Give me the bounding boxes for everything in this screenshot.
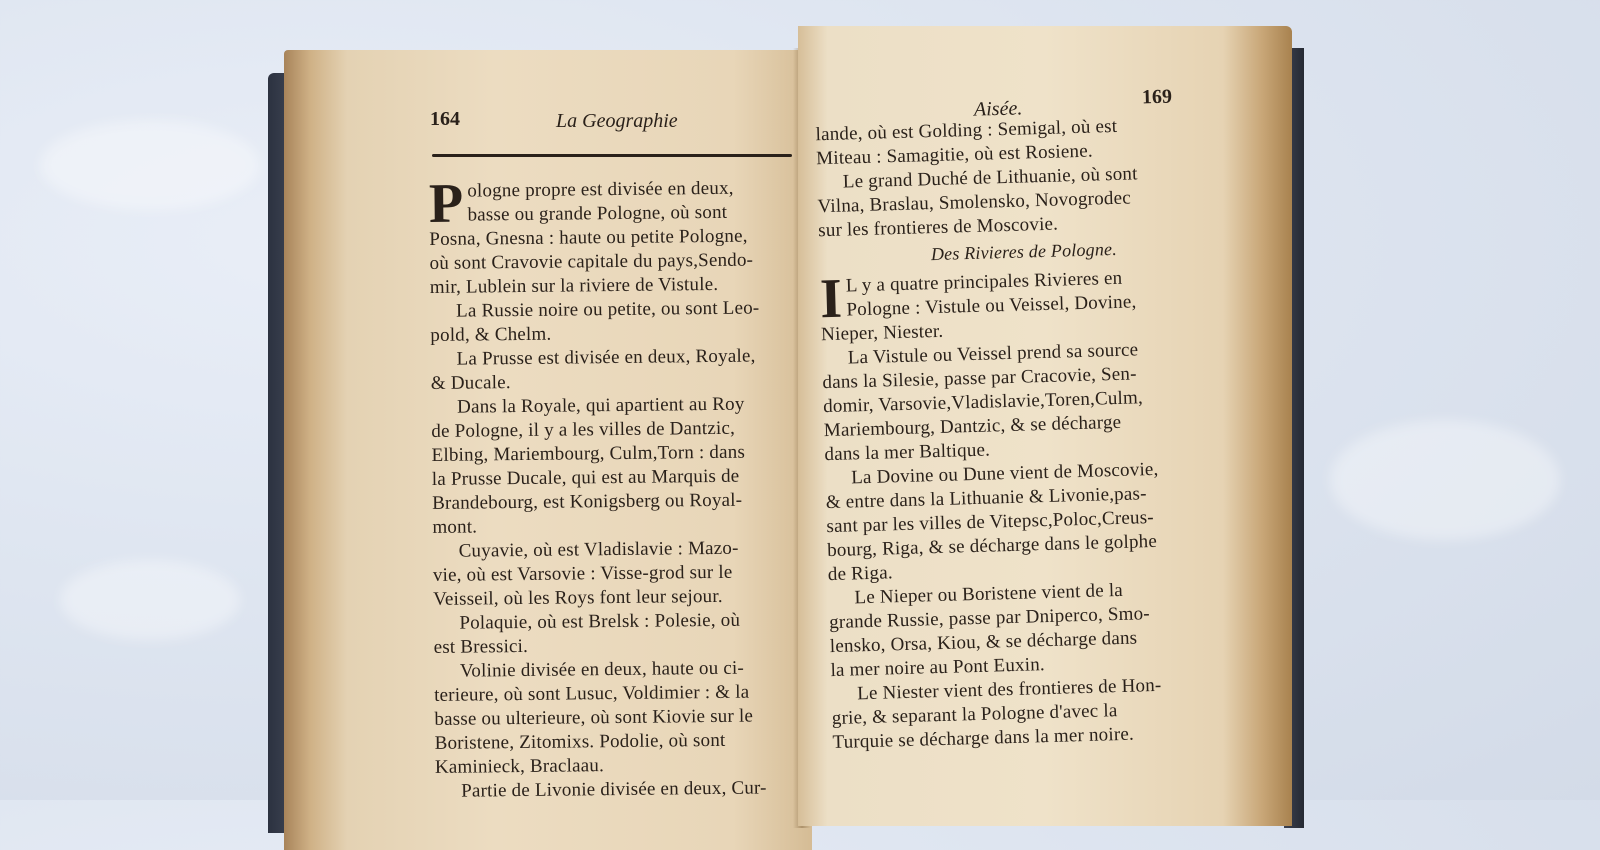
dropcap: I <box>819 267 844 331</box>
text-line: Turquie se décharge dans la mer noire. <box>832 723 1135 754</box>
text-line: ologne propre est divisée en deux, <box>467 177 734 202</box>
open-book <box>268 18 1308 818</box>
text-line: grande Russie, passe par Dniperco, Smo- <box>828 603 1151 634</box>
text-line: terieure, où sont Lusuc, Voldimier : & la <box>434 681 750 706</box>
right-text-block <box>815 113 1203 755</box>
text-line: Miteau : Samagitie, où est Rosiene. <box>815 140 1094 170</box>
text-line: & entre dans la Lithuanie & Livonie,pas- <box>825 483 1147 514</box>
right-page-number: 169 <box>1141 85 1173 109</box>
text-line: est Bressici. <box>433 635 529 658</box>
text-line: Partie de Livonie divisée en deux, Cur- <box>461 777 767 802</box>
header-rule <box>432 154 792 157</box>
text-line: Le Niester vient des frontieres de Hon- <box>856 674 1162 705</box>
text-line: Vilna, Braslau, Smolensko, Novogrodec <box>817 187 1132 218</box>
text-line: Nieper, Niester. <box>820 320 944 346</box>
text-line: Le Nieper ou Boristene vient de la <box>854 579 1124 609</box>
text-line: bourg, Riga, & se décharge dans le golphe <box>826 530 1158 562</box>
text-line: grie, & separant la Pologne d'avec la <box>831 700 1118 730</box>
left-text-block <box>428 172 806 804</box>
text-line: de Pologne, il y a les villes de Dantzic, <box>431 417 736 442</box>
text-line: mont. <box>432 516 478 538</box>
text-line: basse ou grande Pologne, où sont <box>467 201 728 226</box>
text-line: lande, où est Golding : Semigal, où est <box>815 115 1118 146</box>
left-page <box>284 50 812 850</box>
text-line: La Prusse est divisée en deux, Royale, <box>456 345 756 370</box>
text-line: Le grand Duché de Lithuanie, où sont <box>842 163 1138 193</box>
cloth-fold <box>60 560 240 640</box>
text-line: Cuyavie, où est Vladislavie : Mazo- <box>458 537 739 562</box>
text-line: Brandebourg, est Konigsberg ou Royal- <box>432 489 743 514</box>
text-line: La Vistule ou Veissel prend sa source <box>847 339 1139 369</box>
right-running-head: Aisée. <box>973 97 1023 121</box>
text-line: Kaminieck, Braclaau. <box>434 755 605 778</box>
dropcap: P <box>428 172 464 235</box>
text-line: La Dovine ou Dune vient de Moscovie, <box>850 458 1159 489</box>
text-line: Mariembourg, Dantzic, & se décharge <box>823 411 1122 442</box>
text-line: Volinie divisée en deux, haute ou ci- <box>459 657 745 682</box>
left-page-number: 164 <box>430 108 460 130</box>
text-line: sant par les villes de Vitepsc,Poloc,Creus- <box>826 506 1155 538</box>
text-line: domir, Varsovie,Vladislavie,Toren,Culm, <box>822 387 1144 418</box>
text-line: mir, Lublein sur la riviere de Vistule. <box>429 273 719 298</box>
text-line: basse ou ulterieure, où sont Kiovie sur le <box>434 705 754 730</box>
text-line: La Russie noire ou petite, ou sont Leo- <box>456 297 760 322</box>
text-line: Boristene, Zitomixs. Podolie, où sont <box>434 729 726 754</box>
text-line: Dans la Royale, qui apartient au Roy <box>457 393 745 418</box>
text-line: Veisseil, où les Roys font leur sejour. <box>433 585 723 610</box>
text-line: où sont Cravovie capitale du pays,Sendo- <box>429 249 754 274</box>
text-line: Polaquie, où est Brelsk : Polesie, où <box>459 609 741 634</box>
left-running-head: La Geographie <box>556 110 678 132</box>
text-line: vie, où est Varsovie : Visse-grod sur le <box>432 561 733 586</box>
text-line: pold, & Chelm. <box>430 323 552 346</box>
text-line: dans la Silesie, passe par Cracovie, Sen- <box>822 363 1137 394</box>
section-title: Des Rivieres de Pologne. <box>930 238 1118 265</box>
text-line: la mer noire au Pont Euxin. <box>830 654 1046 682</box>
text-line: de Riga. <box>827 562 894 586</box>
text-line: Pologne : Vistule ou Veissel, Dovine, <box>846 291 1137 321</box>
text-line: lensko, Orsa, Kiou, & se décharge dans <box>829 627 1138 658</box>
text-line: dans la mer Baltique. <box>824 439 991 466</box>
text-line: Elbing, Mariembourg, Culm,Torn : dans <box>431 441 746 466</box>
cloth-fold <box>40 120 260 210</box>
text-line: L y a quatre principales Rivieres en <box>845 267 1123 297</box>
text-line: Posna, Gnesna : haute ou petite Pologne, <box>429 225 748 250</box>
text-line: sur les frontieres de Moscovie. <box>817 213 1059 242</box>
text-line: & Ducale. <box>430 372 511 394</box>
text-line: la Prusse Ducale, qui est au Marquis de <box>431 465 740 490</box>
right-page <box>798 26 1292 826</box>
cloth-fold <box>1330 420 1560 540</box>
